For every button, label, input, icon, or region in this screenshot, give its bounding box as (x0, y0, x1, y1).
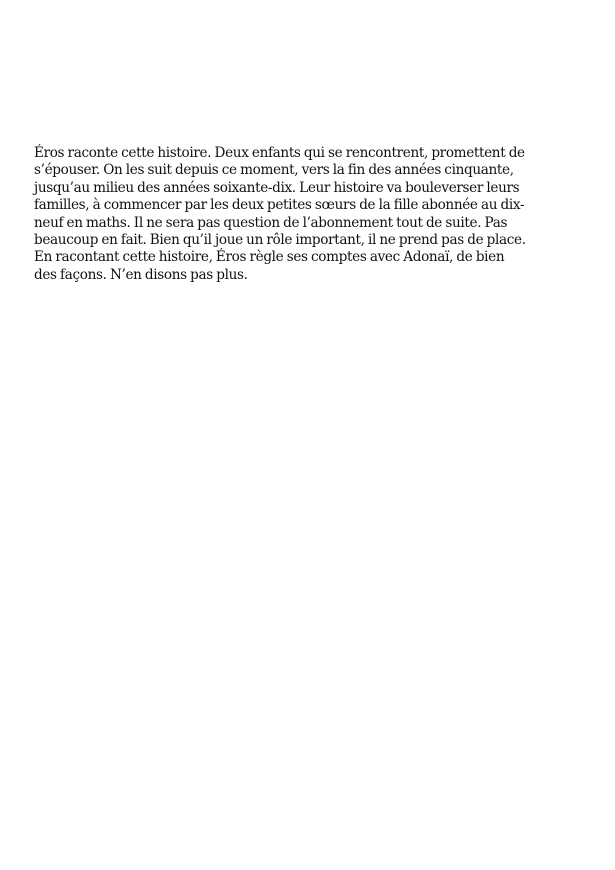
paragraph-line: s’épouser. On les suit depuis ce moment, vers la fin des années cinquante, (34, 162, 514, 179)
paragraph-line: Éros raconte cette histoire. Deux enfants qui se rencontrent, promettent de (34, 145, 525, 161)
paragraph-line: familles, à commencer par les deux petites sœurs de la fille abonnée au dix- (34, 197, 525, 214)
paragraph-line: des façons. N’en disons pas plus. (34, 266, 248, 283)
paragraph-line: jusqu’au milieu des années soixante-dix. Leur histoire va bouleverser leurs (34, 179, 520, 196)
paragraph-line: En racontant cette histoire, Éros règle ses comptes avec Adonaï, de bien (34, 249, 505, 266)
paragraph-line: neuf en maths. Il ne sera pas question de l’abonnement tout de suite. Pas (34, 214, 508, 231)
body-paragraph (34, 145, 594, 284)
paragraph-line: beaucoup en fait. Bien qu’il joue un rôle important, il ne prend pas de place. (34, 232, 526, 249)
